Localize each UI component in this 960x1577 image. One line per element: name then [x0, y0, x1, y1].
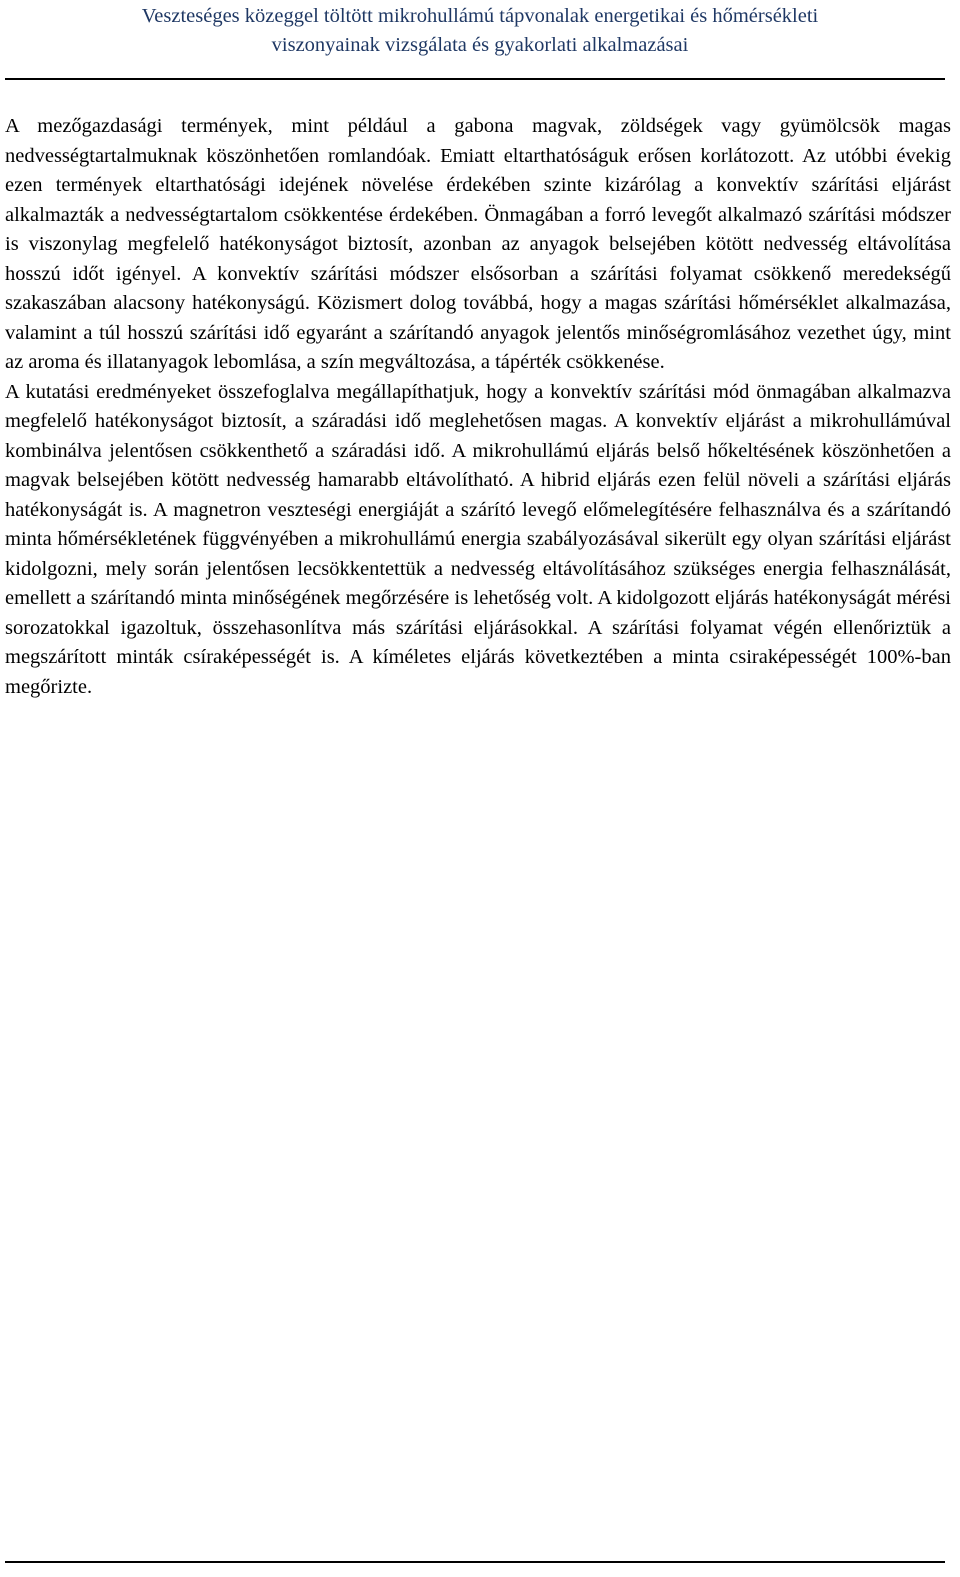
page-header: [0, 2, 960, 60]
header-title-line-1: Veszteséges közeggel töltött mikrohullámú tápvonalak energetikai és hőmérsékleti: [141, 5, 819, 27]
document-body: [5, 112, 951, 702]
header-title-line-2: viszonyainak vizsgálata és gyakorlati alkalmazásai: [271, 34, 689, 56]
header-divider: [5, 78, 945, 80]
body-paragraph-2: A kutatási eredményeket összefoglalva megállapíthatjuk, hogy a konvektív szárítási mód önmagában alkalmazva megfelelő hatékonyságot biztosít, a száradási idő meglehetősen magas. A konvektív eljárást a mikrohullámúval kombinálva jelentősen csökkenthető a száradási idő. A mikrohullámú eljárás belső hőkeltésének köszönhetően a magvak belsejében kötött nedvesség hamarabb eltávolítható. A hibrid eljárás ezen felül növeli a szárítási eljárás hatékonyságát is. A magnetron veszteségi energiáját a szárító levegő előmelegítésére felhasználva és a szárítandó minta hőmérsékletének függvényében a mikrohullámú energia szabályozásával sikerült egy olyan szárítási eljárást kidolgozni, mely során jelentősen lecsökkentettük a nedvesség eltávolításához szükséges energia felhasználását, emellett a szárítandó minta minőségének megőrzésére is lehetőség volt. A kidolgozott eljárás hatékonyságát mérési sorozatokkal igazoltuk, összehasonlítva más szárítási eljárásokkal. A szárítási folyamat végén ellenőriztük a megszárított minták csíraképességét is. A kíméletes eljárás következtében a minta csiraképességét 100%-ban megőrizte.: [5, 380, 951, 698]
body-paragraph-1: A mezőgazdasági termények, mint például a gabona magvak, zöldségek vagy gyümölcsök magas nedvességtartalmuknak köszönhetően romlandóak. Emiatt eltarthatóságuk erősen korlátozott. Az utóbbi évekig ezen termények eltarthatósági idejének növelése érdekében szinte kizárólag a konvektív szárítási eljárást alkalmazták a nedvességtartalom csökkentése érdekében. Önmagában a forró levegőt alkalmazó szárítási módszer is viszonylag megfelelő hatékonyságot biztosít, azonban az anyagok belsejében kötött nedvesség eltávolítása hosszú időt igényel. A konvektív szárítási módszer elsősorban a szárítási folyamat csökkenő meredekségű szakaszában alacsony hatékonyságú. Közismert dolog továbbá, hogy a magas szárítási hőmérséklet alkalmazása, valamint a túl hosszú szárítási idő egyaránt a szárítandó anyagok jelentős minőségromlásához vezethet úgy, mint az aroma és illatanyagok lebomlása, a szín megváltozása, a tápérték csökkenése.: [5, 115, 951, 373]
footer-divider: [5, 1561, 945, 1563]
